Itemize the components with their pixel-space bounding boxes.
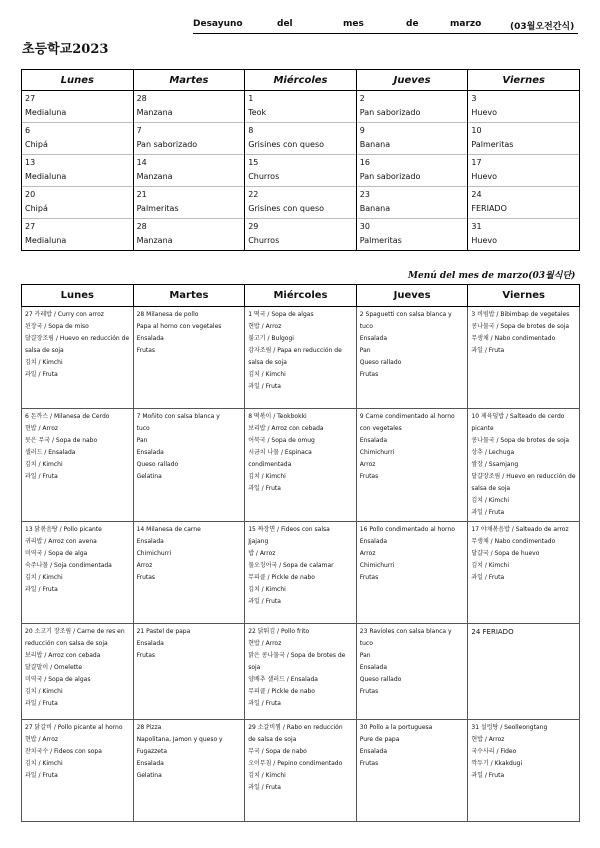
day-header: Viernes <box>468 285 580 307</box>
breakfast-table <box>21 69 580 251</box>
lunch-dish: salsa de soja <box>248 359 287 366</box>
lunch-day-cell <box>22 307 134 409</box>
breakfast-day-cell <box>133 91 245 123</box>
breakfast-day-cell <box>356 219 468 251</box>
breakfast-day-cell <box>468 219 580 251</box>
lunch-dish: 과일 / Fruta <box>471 772 505 779</box>
lunch-dish: 맑은 콩나물국 / Sopa de brotes de <box>248 652 346 659</box>
breakfast-day-cell <box>22 219 134 251</box>
lunch-main-dish: 29 소갈비찜 / Rabo en reducción <box>248 724 343 731</box>
lunch-day-cell <box>22 624 134 720</box>
lunch-dish: tuco <box>136 425 150 432</box>
breakfast-day-cell <box>245 219 357 251</box>
day-header: Viernes <box>468 70 580 91</box>
header-word: marzo <box>450 19 482 29</box>
day-number: 27 <box>25 94 36 103</box>
breakfast-item: Palmeritas <box>471 140 514 149</box>
breakfast-item: Churros <box>248 236 280 245</box>
lunch-dish: Frutas <box>359 574 379 581</box>
breakfast-item: Huevo <box>471 172 498 181</box>
breakfast-header-row <box>22 70 580 91</box>
lunch-dish: 미역국 / Sopa de alga <box>25 550 88 557</box>
lunch-day-cell <box>245 720 357 822</box>
lunch-main-dish: 27 카레밥 / Curry con arroz <box>25 311 104 318</box>
lunch-dish: Ensalada <box>136 449 164 456</box>
lunch-dish: 과일 / Fruta <box>25 473 58 480</box>
lunch-main-dish: 17 야채볶음밥 / Salteado de arroz <box>471 526 569 533</box>
lunch-dish: Queso rallado <box>359 676 402 683</box>
breakfast-day-cell <box>133 219 245 251</box>
lunch-dish: 과일 / Fruta <box>25 586 58 593</box>
lunch-main-dish: 22 닭튀김 / Pollo frito <box>248 628 310 635</box>
lunch-day-cell <box>245 522 357 624</box>
lunch-dish: 김치 / Kimchi <box>25 574 63 581</box>
day-number: 14 <box>136 158 147 167</box>
lunch-dish: Ensalada <box>359 664 388 671</box>
lunch-dish: 콩나물국 / Sopa de brotes de soja <box>471 437 570 444</box>
lunch-dish: 보리밥 / Arroz con cebada <box>248 425 324 432</box>
day-number: 21 <box>136 190 147 199</box>
lunch-dish: Chimichurri <box>359 449 395 456</box>
day-header: Jueves <box>356 285 468 307</box>
lunch-dish: 어묵국 / Sopa de omug <box>248 437 315 444</box>
day-number: 28 <box>136 222 147 231</box>
lunch-main-dish: 8 떡볶이 / Teokbokki <box>248 413 307 420</box>
lunch-dish: 미역국 / Sopa de algas <box>25 676 91 683</box>
lunch-dish: Queso rallado <box>359 359 402 366</box>
lunch-dish: Frutas <box>359 760 379 767</box>
lunch-week-row <box>22 307 580 409</box>
header-word: mes <box>343 19 364 29</box>
lunch-week-row <box>22 522 580 624</box>
day-header: Miércoles <box>245 285 357 307</box>
lunch-day-cell <box>356 307 468 409</box>
day-number: 9 <box>359 126 365 135</box>
day-header: Martes <box>133 70 245 91</box>
lunch-dish: 양배추 샐러드 / Ensalada <box>248 676 318 683</box>
lunch-dish: Queso rallado <box>136 461 179 468</box>
lunch-dish: Frutas <box>359 688 379 695</box>
lunch-main-dish: 10 제육덮밥 / Salteado de cerdo <box>471 413 565 420</box>
breakfast-item: Banana <box>359 140 391 149</box>
lunch-dish: 현밥 / Arroz <box>471 736 505 743</box>
lunch-dish: 과일 / Fruta <box>471 574 505 581</box>
lunch-dish: Pan <box>359 652 371 659</box>
lunch-day-cell <box>468 307 580 409</box>
lunch-dish: 과일 / Fruta <box>248 383 281 390</box>
lunch-dish: Arroz <box>359 461 376 468</box>
header-note: (03월오전간식) <box>510 22 575 32</box>
lunch-dish: Arroz <box>359 550 376 557</box>
lunch-main-dish: 13 닭볶음탕 / Pollo picante <box>25 526 102 533</box>
day-header: Lunes <box>22 70 134 91</box>
lunch-dish: Ensalada <box>136 760 164 767</box>
day-number: 29 <box>248 222 259 231</box>
lunch-dish: 과일 / Fruta <box>248 598 281 605</box>
lunch-main-dish: 28 Milanesa de pollo <box>136 311 199 318</box>
lunch-dish: 현밥 / Arroz <box>25 425 59 432</box>
lunch-dish: 무피클 / Pickle de nabo <box>248 688 315 695</box>
breakfast-day-cell <box>133 187 245 219</box>
day-number: 6 <box>25 126 31 135</box>
breakfast-day-cell <box>133 123 245 155</box>
breakfast-day-cell <box>22 123 134 155</box>
lunch-dish: 과일 / Fruta <box>248 485 281 492</box>
lunch-week-row <box>22 624 580 720</box>
lunch-table <box>21 284 580 822</box>
lunch-main-dish: 23 Ravioles con salsa blanca y tuco <box>359 628 452 647</box>
day-header: Martes <box>133 285 245 307</box>
breakfast-item: Chipá <box>25 204 48 213</box>
lunch-dish: soja <box>248 664 261 671</box>
breakfast-item: Palmeritas <box>136 204 179 213</box>
lunch-dish: 국수사리 / Fideo <box>471 748 517 755</box>
day-number: 1 <box>248 94 254 103</box>
lunch-main-dish: 30 Pollo a la portuguesa <box>359 724 433 731</box>
lunch-dish: 김치 / Kimchi <box>471 562 510 569</box>
lunch-dish: Ensalada <box>136 640 164 647</box>
lunch-dish: 과일 / Fruta <box>248 784 281 791</box>
lunch-dish: 오이무침 / Pepino condimentado <box>248 760 343 767</box>
breakfast-day-cell <box>245 91 357 123</box>
lunch-dish: 무피클 / Pickle de nabo <box>248 574 315 581</box>
breakfast-day-cell <box>245 123 357 155</box>
lunch-dish: 김치 / Kimchi <box>248 473 286 480</box>
breakfast-week-row <box>22 123 580 155</box>
breakfast-day-cell <box>22 91 134 123</box>
day-header: Miércoles <box>245 70 357 91</box>
lunch-day-cell <box>356 522 468 624</box>
lunch-dish: salsa de soja <box>471 485 511 492</box>
lunch-dish: con vegetales <box>359 425 402 432</box>
lunch-dish: 감자조림 / Papa en reducción de <box>248 347 342 354</box>
breakfast-day-cell <box>133 155 245 187</box>
day-number: 22 <box>248 190 259 199</box>
lunch-dish: 김치 / Kimchi <box>25 760 63 767</box>
breakfast-item: Churros <box>248 172 280 181</box>
lunch-dish: Gelatina <box>136 473 162 480</box>
lunch-main-dish: 3 비빔밥 / Bibimbap de vegetales <box>471 311 570 318</box>
lunch-dish: Frutas <box>136 347 156 354</box>
lunch-dish: 보리밥 / Arroz con cebada <box>25 652 101 659</box>
lunch-main-dish: 7 Moñito con salsa blanca y <box>136 413 220 420</box>
breakfast-item: FERIADO <box>471 204 507 213</box>
lunch-dish: 숙주나물 / Soja condimentada <box>25 562 112 569</box>
lunch-main-dish: 28 Pizza <box>136 724 162 731</box>
lunch-week-row <box>22 720 580 822</box>
header-word: Desayuno <box>193 19 243 29</box>
lunch-main-dish: 31 설렁탕 / Seolleongtang <box>471 724 548 731</box>
lunch-title: Menú del mes de marzo(03월식단) <box>408 271 576 281</box>
lunch-dish: Napolitana, Jamon y queso y <box>136 736 223 743</box>
lunch-day-cell <box>133 522 245 624</box>
day-number: 7 <box>136 126 142 135</box>
breakfast-item: Huevo <box>471 236 498 245</box>
lunch-dish: Frutas <box>359 473 379 480</box>
day-number: 13 <box>25 158 36 167</box>
lunch-dish: 김치 / Kimchi <box>248 586 286 593</box>
lunch-main-dish: 2 Spaguetti con salsa blanca y tuco <box>359 311 452 330</box>
lunch-dish: Frutas <box>359 371 379 378</box>
lunch-dish: Chimichurri <box>136 550 172 557</box>
lunch-dish: 김치 / Kimchi <box>25 688 63 695</box>
lunch-dish: 물오징어국 / Sopa de calamar <box>248 562 334 569</box>
lunch-dish: reducción con salsa de soja <box>25 640 108 647</box>
lunch-day-cell <box>133 307 245 409</box>
lunch-dish: Fugazzeta <box>136 748 168 755</box>
lunch-day-cell <box>356 720 468 822</box>
day-number: 30 <box>359 222 370 231</box>
lunch-main-dish: 20 소고기 장조림 / Carne de res en <box>25 628 125 635</box>
day-number: 3 <box>471 94 477 103</box>
breakfast-item: Chipá <box>25 140 48 149</box>
lunch-day-cell <box>22 409 134 522</box>
breakfast-day-cell <box>245 155 357 187</box>
lunch-dish: 무국 / Sopa de nabo <box>248 748 307 755</box>
breakfast-day-cell <box>356 187 468 219</box>
breakfast-item: Medialuna <box>25 172 67 181</box>
lunch-dish: 김치 / Kimchi <box>248 371 286 378</box>
breakfast-item: Pan saborizado <box>136 140 198 149</box>
lunch-header-row <box>22 285 580 307</box>
lunch-dish: Arroz <box>136 562 153 569</box>
lunch-dish: Ensalada <box>359 538 388 545</box>
day-number: 8 <box>248 126 254 135</box>
lunch-day-cell <box>356 409 468 522</box>
lunch-dish: 과일 / Fruta <box>25 772 58 779</box>
breakfast-week-row <box>22 187 580 219</box>
breakfast-day-cell <box>22 187 134 219</box>
lunch-dish: Papa al horno con vegetales <box>136 323 222 330</box>
lunch-dish: 뭇은 무국 / Sopa de nabo <box>25 437 98 444</box>
lunch-dish: 상추 / Lechuga <box>471 449 515 456</box>
lunch-dish: de salsa de soja <box>248 736 297 743</box>
lunch-dish: 달걀말이 / Omelette <box>25 664 83 671</box>
breakfast-item: Pan saborizado <box>359 172 421 181</box>
lunch-dish: Ensalada <box>359 335 388 342</box>
breakfast-day-cell <box>356 155 468 187</box>
lunch-main-dish: 24 FERIADO <box>471 628 514 636</box>
lunch-dish: 과일 / Fruta <box>25 371 58 378</box>
lunch-dish: Pure de papa <box>359 736 400 743</box>
lunch-main-dish: 27 닭갈비 / Pollo picante al horno <box>25 724 123 731</box>
breakfast-item: Grisines con queso <box>248 204 325 213</box>
lunch-day-cell <box>245 624 357 720</box>
lunch-dish: 김치 / Kimchi <box>471 497 510 504</box>
lunch-dish: Frutas <box>136 574 156 581</box>
lunch-day-cell <box>245 307 357 409</box>
lunch-dish: Jjajang <box>248 538 269 545</box>
lunch-dish: 과일 / Fruta <box>471 347 505 354</box>
lunch-dish: 불고기 / Bulgogi <box>248 335 294 342</box>
breakfast-item: Banana <box>359 204 391 213</box>
breakfast-item: Manzana <box>136 172 173 181</box>
lunch-day-cell <box>468 720 580 822</box>
lunch-main-dish: 16 Pollo condimentado al horno <box>359 526 455 533</box>
lunch-dish: Gelatina <box>136 772 162 779</box>
lunch-dish: 무생채 / Nabo condimentado <box>471 538 556 545</box>
breakfast-day-cell <box>22 155 134 187</box>
breakfast-item: Pan saborizado <box>359 108 421 117</box>
lunch-dish: Pan <box>359 347 371 354</box>
lunch-dish: 샐러드 / Ensalada <box>25 449 76 456</box>
lunch-day-cell <box>468 624 580 720</box>
lunch-dish: 김치 / Kimchi <box>25 461 63 468</box>
school-name: 초등학교2023 <box>22 42 109 57</box>
day-number: 28 <box>136 94 147 103</box>
lunch-dish: Chimichurri <box>359 562 395 569</box>
lunch-main-dish: 15 짜장면 / Fideos con salsa <box>248 526 330 533</box>
header-word: de <box>406 19 419 29</box>
day-number: 15 <box>248 158 259 167</box>
breakfast-header <box>193 19 578 34</box>
breakfast-item: Grisines con queso <box>248 140 325 149</box>
lunch-dish: 과일 / Fruta <box>248 700 281 707</box>
lunch-dish: 잔치국수 / Fideos con sopa <box>25 748 102 755</box>
day-number: 31 <box>471 222 482 231</box>
breakfast-day-cell <box>356 123 468 155</box>
lunch-main-dish: 9 Carne condimentado al horno <box>359 413 455 420</box>
breakfast-day-cell <box>356 91 468 123</box>
lunch-day-cell <box>356 624 468 720</box>
breakfast-item: Manzana <box>136 236 173 245</box>
day-header: Lunes <box>22 285 134 307</box>
breakfast-week-row <box>22 219 580 251</box>
lunch-dish: 쌈장 / Ssamjang <box>471 461 519 468</box>
lunch-dish: 달걀국 / Sopa de huevo <box>471 550 540 557</box>
lunch-day-cell <box>133 720 245 822</box>
lunch-dish: 과일 / Fruta <box>471 509 505 516</box>
lunch-day-cell <box>245 409 357 522</box>
lunch-dish: Ensalada <box>359 748 388 755</box>
lunch-dish: 현밥 / Arroz <box>25 736 59 743</box>
lunch-dish: 현밥 / Arroz <box>248 323 282 330</box>
lunch-main-dish: 6 돈까스 / Milanesa de Cerdo <box>25 413 110 420</box>
breakfast-item: Huevo <box>471 108 498 117</box>
breakfast-day-cell <box>468 155 580 187</box>
day-number: 24 <box>471 190 482 199</box>
lunch-dish: 달걀장조림 / Huevo en reducción de <box>25 335 130 342</box>
breakfast-day-cell <box>245 187 357 219</box>
lunch-dish: 김치 / Kimchi <box>25 359 63 366</box>
lunch-week-row <box>22 409 580 522</box>
lunch-day-cell <box>468 409 580 522</box>
lunch-day-cell <box>22 522 134 624</box>
lunch-dish: 현밥 / Arroz <box>248 640 282 647</box>
breakfast-item: Teok <box>248 108 267 117</box>
lunch-main-dish: 14 Milanesa de carne <box>136 526 201 533</box>
lunch-dish: 깍두기 / Kkakdugi <box>471 760 523 767</box>
lunch-dish: Ensalada <box>136 538 164 545</box>
breakfast-day-cell <box>468 187 580 219</box>
day-number: 10 <box>471 126 482 135</box>
day-number: 23 <box>359 190 370 199</box>
lunch-dish: 달걀장조림 / Huevo en reducción de <box>471 473 576 480</box>
day-number: 27 <box>25 222 36 231</box>
day-number: 17 <box>471 158 482 167</box>
breakfast-item: Palmeritas <box>359 236 402 245</box>
lunch-day-cell <box>133 624 245 720</box>
day-number: 20 <box>25 190 36 199</box>
lunch-dish: Ensalada <box>136 335 164 342</box>
lunch-dish: Frutas <box>136 652 156 659</box>
lunch-main-dish: 21 Pastel de papa <box>136 628 191 635</box>
lunch-dish: 귀리밥 / Arroz con avena <box>25 538 97 545</box>
lunch-dish: 콩나물국 / Sopa de brotes de soja <box>471 323 570 330</box>
lunch-day-cell <box>22 720 134 822</box>
lunch-day-cell <box>468 522 580 624</box>
lunch-dish: picante <box>471 425 494 432</box>
day-number: 2 <box>359 94 365 103</box>
lunch-dish: salsa de soja <box>25 347 64 354</box>
lunch-dish: condimentada <box>248 461 292 468</box>
header-word: del <box>277 19 293 29</box>
lunch-dish: Pan <box>136 437 148 444</box>
lunch-dish: 과일 / Fruta <box>25 700 58 707</box>
day-header: Jueves <box>356 70 468 91</box>
breakfast-day-cell <box>468 91 580 123</box>
lunch-day-cell <box>133 409 245 522</box>
lunch-dish: 무생채 / Nabo condimentado <box>471 335 556 342</box>
lunch-dish: 시금치 나물 / Espinaca <box>248 449 312 456</box>
breakfast-week-row <box>22 91 580 123</box>
breakfast-week-row <box>22 155 580 187</box>
breakfast-day-cell <box>468 123 580 155</box>
day-number: 16 <box>359 158 370 167</box>
lunch-dish: 김치 / Kimchi <box>248 772 286 779</box>
breakfast-item: Manzana <box>136 108 173 117</box>
breakfast-item: Medialuna <box>25 108 67 117</box>
breakfast-item: Medialuna <box>25 236 67 245</box>
lunch-dish: 밥 / Arroz <box>248 550 276 557</box>
lunch-main-dish: 1 떡국 / Sopa de algas <box>248 311 314 318</box>
lunch-dish: Ensalada <box>359 437 388 444</box>
lunch-dish: 된장국 / Sopa de miso <box>25 323 89 330</box>
